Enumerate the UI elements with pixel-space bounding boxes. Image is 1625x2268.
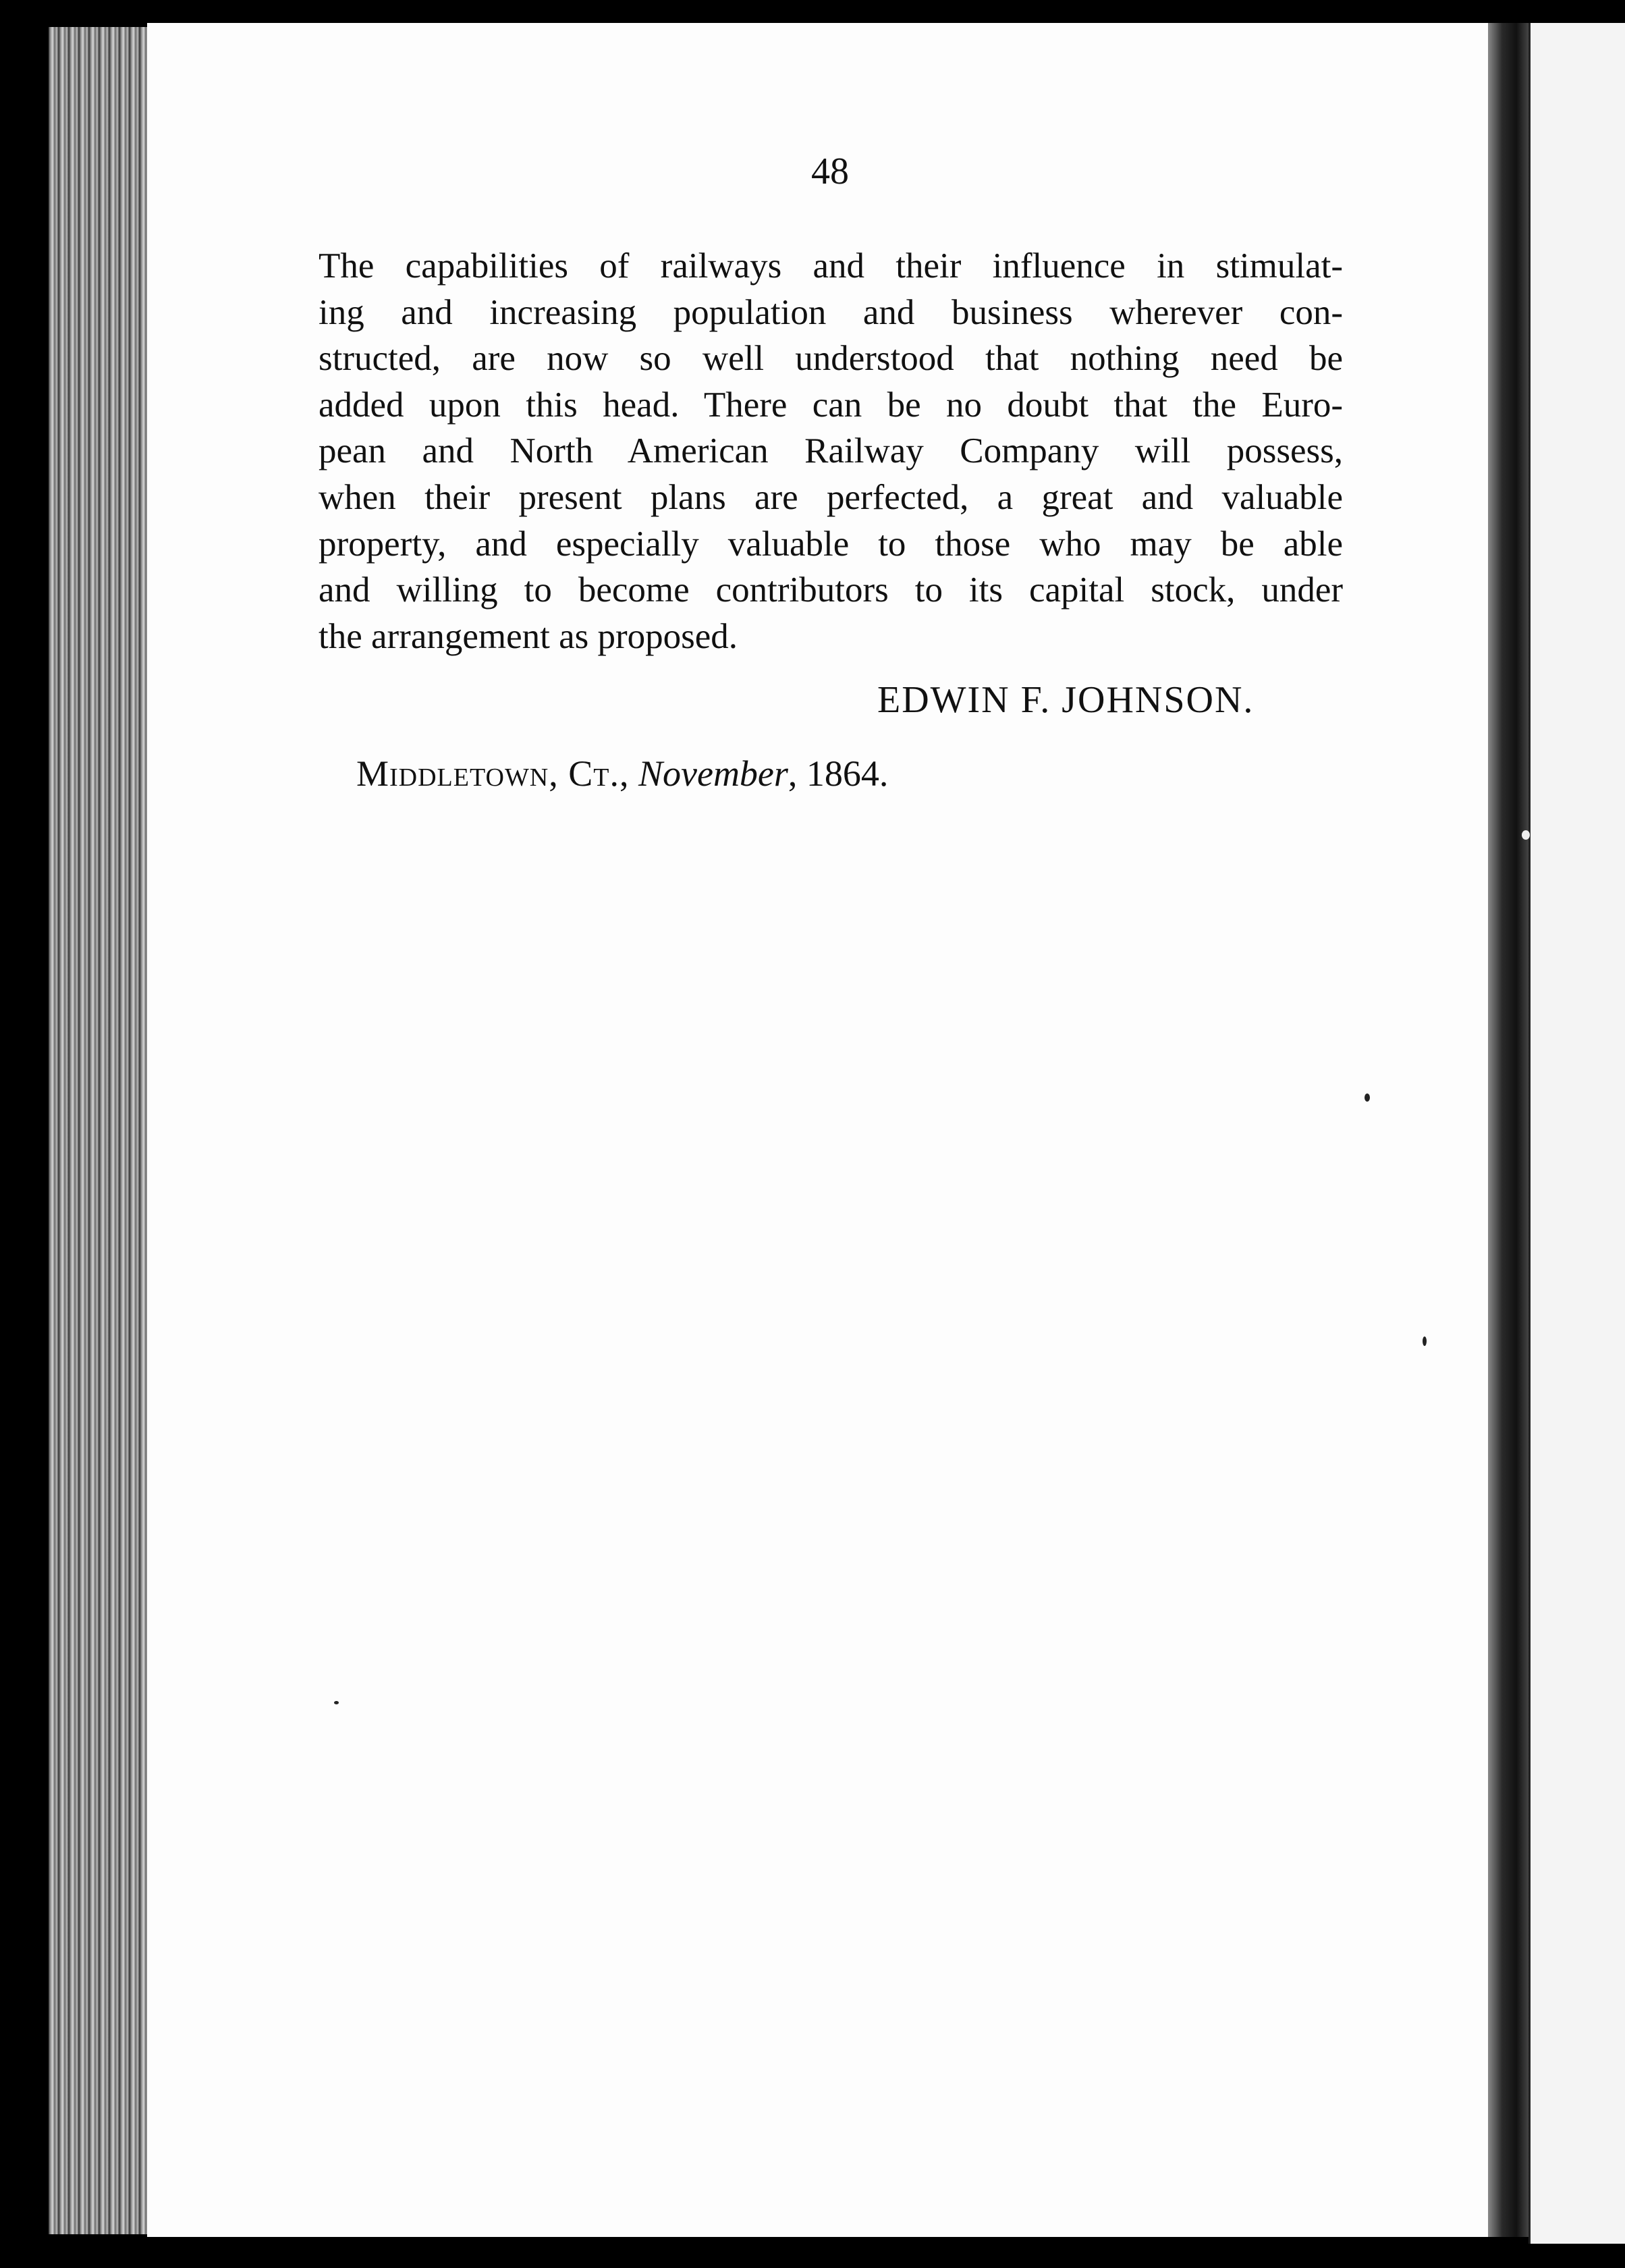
dateline-place: Middletown, Ct.,	[356, 753, 630, 794]
book-gutter	[1488, 23, 1528, 2237]
paragraph-line: ing and increasing population and business wherever con-	[319, 292, 1343, 332]
dateline	[356, 753, 888, 794]
scan-speck	[1365, 1094, 1370, 1102]
scan-speck	[334, 1701, 339, 1704]
author-signature: EDWIN F. JOHNSON.	[877, 679, 1255, 721]
paragraph-line: the arrangement as proposed.	[319, 616, 738, 656]
scan-speck	[1522, 830, 1530, 840]
body-paragraph	[319, 243, 1343, 659]
paragraph-line: structed, are now so well understood that nothing need be	[319, 339, 1343, 379]
paragraph-line: and willing to become contributors to its capital stock, under	[319, 570, 1343, 610]
page-number: 48	[811, 151, 849, 192]
paragraph-line: pean and North American Railway Company will possess,	[319, 431, 1343, 471]
dateline-month: November	[638, 753, 788, 794]
facing-page-edge	[1528, 23, 1625, 2244]
dateline-year: , 1864.	[788, 753, 889, 794]
page-edges	[49, 27, 150, 2234]
paragraph-line: when their present plans are perfected, a great and valuable	[319, 477, 1343, 517]
paragraph-line: added upon this head. There can be no doubt that the Euro-	[319, 385, 1343, 425]
scan-speck	[1423, 1336, 1427, 1346]
paragraph-line: The capabilities of railways and their influence in stimulat-	[319, 246, 1343, 286]
paragraph-line: property, and especially valuable to those who may be able	[319, 524, 1343, 564]
